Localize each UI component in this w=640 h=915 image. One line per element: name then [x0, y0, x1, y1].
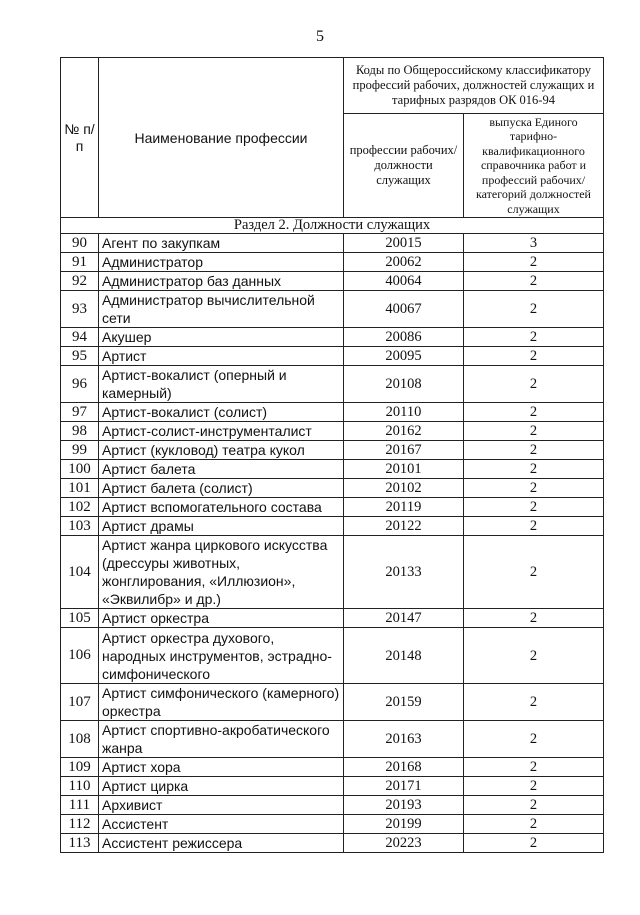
profession-code: 20122 [344, 517, 464, 536]
row-number: 105 [61, 609, 99, 628]
category-code: 2 [464, 628, 604, 684]
profession-name: Артист балета (солист) [99, 479, 344, 498]
profession-code: 20163 [344, 721, 464, 758]
row-number: 93 [61, 291, 99, 328]
profession-code: 20101 [344, 460, 464, 479]
table-row [61, 777, 604, 796]
row-number: 113 [61, 834, 99, 853]
profession-code: 20119 [344, 498, 464, 517]
profession-code: 20167 [344, 441, 464, 460]
profession-code: 20159 [344, 684, 464, 721]
row-number: 107 [61, 684, 99, 721]
table-row [61, 834, 604, 853]
page-number: 5 [316, 28, 324, 45]
profession-name: Артист симфонического (камерного) оркестра [99, 684, 344, 721]
table-row [61, 272, 604, 291]
row-number: 92 [61, 272, 99, 291]
category-code: 2 [464, 536, 604, 609]
profession-name: Артист цирка [99, 777, 344, 796]
table-row [61, 517, 604, 536]
row-number: 106 [61, 628, 99, 684]
profession-code: 20110 [344, 403, 464, 422]
profession-name: Артист спортивно-акробатического жанра [99, 721, 344, 758]
section-row [61, 218, 604, 234]
profession-name: Артист драмы [99, 517, 344, 536]
table-row [61, 796, 604, 815]
category-code: 2 [464, 328, 604, 347]
row-number: 104 [61, 536, 99, 609]
row-number: 94 [61, 328, 99, 347]
category-code: 2 [464, 479, 604, 498]
table-row [61, 441, 604, 460]
profession-code: 20162 [344, 422, 464, 441]
category-code: 2 [464, 517, 604, 536]
table-row [61, 291, 604, 328]
row-number: 112 [61, 815, 99, 834]
profession-name: Акушер [99, 328, 344, 347]
profession-code: 40064 [344, 272, 464, 291]
table-row [61, 758, 604, 777]
category-code: 2 [464, 609, 604, 628]
column-header-category: выпуска Единого тарифно-квалификационного справочника работ и профессий рабочих/категорий должностей служащих [464, 114, 604, 218]
profession-name: Артист-вокалист (солист) [99, 403, 344, 422]
table-row [61, 815, 604, 834]
table-row [61, 328, 604, 347]
profession-code: 20062 [344, 253, 464, 272]
category-code: 2 [464, 815, 604, 834]
table-row [61, 479, 604, 498]
category-code: 2 [464, 758, 604, 777]
category-code: 2 [464, 684, 604, 721]
category-code: 2 [464, 291, 604, 328]
column-group-header-codes: Коды по Общероссийскому классификатору профессий рабочих, должностей служащих и тарифных разрядов ОК 016-94 [344, 58, 604, 114]
category-code: 3 [464, 234, 604, 253]
row-number: 90 [61, 234, 99, 253]
row-number: 100 [61, 460, 99, 479]
profession-code: 20133 [344, 536, 464, 609]
profession-name: Артист-солист-инструменталист [99, 422, 344, 441]
row-number: 111 [61, 796, 99, 815]
table-row [61, 536, 604, 609]
profession-name: Артист-вокалист (оперный и камерный) [99, 366, 344, 403]
profession-name: Администратор баз данных [99, 272, 344, 291]
table-row [61, 366, 604, 403]
row-number: 102 [61, 498, 99, 517]
row-number: 101 [61, 479, 99, 498]
column-header-number: № п/п [61, 58, 99, 218]
category-code: 2 [464, 460, 604, 479]
row-number: 91 [61, 253, 99, 272]
professions-table [60, 57, 604, 853]
category-code: 2 [464, 272, 604, 291]
category-code: 2 [464, 834, 604, 853]
profession-name: Администратор [99, 253, 344, 272]
profession-name: Артист вспомогательного состава [99, 498, 344, 517]
profession-code: 20102 [344, 479, 464, 498]
profession-name: Администратор вычислительной сети [99, 291, 344, 328]
profession-code: 20148 [344, 628, 464, 684]
category-code: 2 [464, 403, 604, 422]
table-row [61, 347, 604, 366]
profession-name: Артист балета [99, 460, 344, 479]
profession-code: 20095 [344, 347, 464, 366]
table-row [61, 684, 604, 721]
row-number: 95 [61, 347, 99, 366]
category-code: 2 [464, 796, 604, 815]
profession-code: 20168 [344, 758, 464, 777]
profession-code: 20193 [344, 796, 464, 815]
profession-code: 20108 [344, 366, 464, 403]
category-code: 2 [464, 253, 604, 272]
row-number: 98 [61, 422, 99, 441]
profession-name: Ассистент режиссера [99, 834, 344, 853]
profession-name: Артист оркестра [99, 609, 344, 628]
category-code: 2 [464, 347, 604, 366]
table-row [61, 234, 604, 253]
profession-code: 20171 [344, 777, 464, 796]
profession-code: 20199 [344, 815, 464, 834]
profession-code: 20223 [344, 834, 464, 853]
category-code: 2 [464, 721, 604, 758]
category-code: 2 [464, 366, 604, 403]
category-code: 2 [464, 441, 604, 460]
profession-code: 40067 [344, 291, 464, 328]
table-row [61, 403, 604, 422]
profession-code: 20086 [344, 328, 464, 347]
profession-name: Артист оркестра духового, народных инструментов, эстрадно-симфонического [99, 628, 344, 684]
row-number: 103 [61, 517, 99, 536]
row-number: 110 [61, 777, 99, 796]
table-row [61, 422, 604, 441]
table-row [61, 498, 604, 517]
profession-name: Артист [99, 347, 344, 366]
category-code: 2 [464, 422, 604, 441]
row-number: 99 [61, 441, 99, 460]
column-header-codes: профессии рабочих/ должности служащих [344, 114, 464, 218]
profession-name: Артист хора [99, 758, 344, 777]
table-row [61, 253, 604, 272]
row-number: 108 [61, 721, 99, 758]
profession-code: 20015 [344, 234, 464, 253]
row-number: 109 [61, 758, 99, 777]
profession-name: Агент по закупкам [99, 234, 344, 253]
profession-name: Артист (кукловод) театра кукол [99, 441, 344, 460]
header-row-top [61, 58, 604, 114]
table-row [61, 721, 604, 758]
table-row [61, 460, 604, 479]
column-header-name: Наименование профессии [99, 58, 344, 218]
section-title: Раздел 2. Должности служащих [61, 218, 604, 234]
table-row [61, 628, 604, 684]
profession-name: Ассистент [99, 815, 344, 834]
category-code: 2 [464, 498, 604, 517]
category-code: 2 [464, 777, 604, 796]
table-row [61, 609, 604, 628]
profession-name: Артист жанра циркового искусства (дрессуры животных, жонглирования, «Иллюзион», «Эквилибр» и др.) [99, 536, 344, 609]
profession-code: 20147 [344, 609, 464, 628]
row-number: 97 [61, 403, 99, 422]
profession-name: Архивист [99, 796, 344, 815]
row-number: 96 [61, 366, 99, 403]
